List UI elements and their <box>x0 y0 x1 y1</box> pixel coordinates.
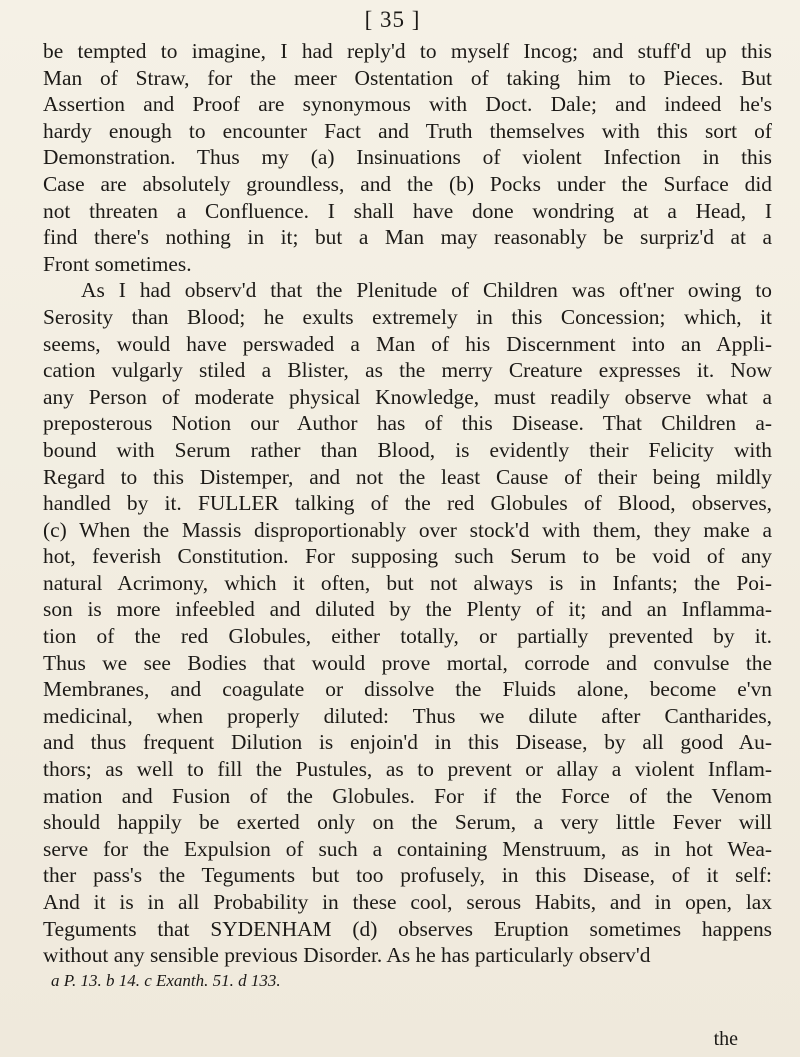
text-line: mation and Fusion of the Globules. For if the Force of the Venom <box>43 783 772 808</box>
text-line: handled by it. FULLER talking of the red Globules of Blood, observes, <box>43 491 772 516</box>
text-line: Thus we see Bodies that would prove mortal, corrode and convulse the <box>43 650 772 675</box>
text-line: should happily be exerted only on the Serum, a very little Fever will <box>43 810 772 835</box>
paragraph <box>43 38 772 277</box>
text-line: medicinal, when properly diluted: Thus we dilute after Cantharides, <box>43 703 772 728</box>
text-line: bound with Serum rather than Blood, is evidently their Felicity with <box>43 437 772 462</box>
text-line: and thus frequent Dilution is enjoin'd in this Disease, by all good Au- <box>43 730 772 755</box>
text-line: seems, would have perswaded a Man of his Discernment into an Appli- <box>43 331 772 356</box>
text-line: Regard to this Distemper, and not the least Cause of their being mildly <box>43 464 772 489</box>
text-line: Case are absolutely groundless, and the (b) Pocks under the Surface did <box>43 171 772 196</box>
text-line: (c) When the Massis disproportionably over stock'd with them, they make a <box>43 517 772 542</box>
text-line: thors; as well to fill the Pustules, as to prevent or allay a violent Inflam- <box>43 757 772 782</box>
text-line: hardy enough to encounter Fact and Truth themselves with this sort of <box>43 118 772 143</box>
footnotes: a P. 13. b 14. c Exanth. 51. d 133. <box>51 970 281 990</box>
text-line: cation vulgarly stiled a Blister, as the merry Creature expresses it. Now <box>43 358 772 383</box>
text-line: find there's nothing in it; but a Man may reasonably be surpriz'd at a <box>43 225 772 250</box>
page-number: [ 35 ] <box>364 7 421 32</box>
text-line: Demonstration. Thus my (a) Insinuations of violent Infection in this <box>43 145 772 170</box>
body-text <box>43 38 772 969</box>
text-line: be tempted to imagine, I had reply'd to myself Incog; and stuff'd up this <box>43 39 772 63</box>
text-line: natural Acrimony, which it often, but not always is in Infants; the Poi- <box>43 570 772 595</box>
text-line: Assertion and Proof are synonymous with Doct. Dale; and indeed he's <box>43 92 772 117</box>
paragraph <box>43 277 772 968</box>
text-line: Membranes, and coagulate or dissolve the Fluids alone, become e'vn <box>43 677 772 702</box>
text-line: son is more infeebled and diluted by the Plenty of it; and an Inflamma- <box>43 597 772 622</box>
text-line: Teguments that SYDENHAM (d) observes Eruption sometimes happens <box>43 916 772 941</box>
text-line: Serosity than Blood; he exults extremely in this Concession; which, it <box>43 304 772 329</box>
catchword: the <box>713 1028 738 1050</box>
text-line: any Person of moderate physical Knowledge, must readily observe what a <box>43 384 772 409</box>
text-line: not threaten a Confluence. I shall have done wondring at a Head, I <box>43 198 772 223</box>
text-line: serve for the Expulsion of such a containing Menstruum, as in hot Wea- <box>43 836 772 861</box>
text-line: hot, feverish Constitution. For supposing such Serum to be void of any <box>43 544 772 569</box>
text-line: Front sometimes. <box>43 251 192 276</box>
text-line: Man of Straw, for the meer Ostentation of taking him to Pieces. But <box>43 65 772 90</box>
text-line: And it is in all Probability in these cool, serous Habits, and in open, lax <box>43 890 772 914</box>
text-line: tion of the red Globules, either totally, or partially prevented by it. <box>43 624 772 649</box>
text-line: ther pass's the Teguments but too profusely, in this Disease, of it self: <box>43 863 772 888</box>
text-line: As I had observ'd that the Plenitude of Children was oft'ner owing to <box>81 278 772 303</box>
text-line: without any sensible previous Disorder. As he has particularly observ'd <box>43 943 651 968</box>
text-line: preposterous Notion our Author has of this Disease. That Children a- <box>43 411 772 436</box>
